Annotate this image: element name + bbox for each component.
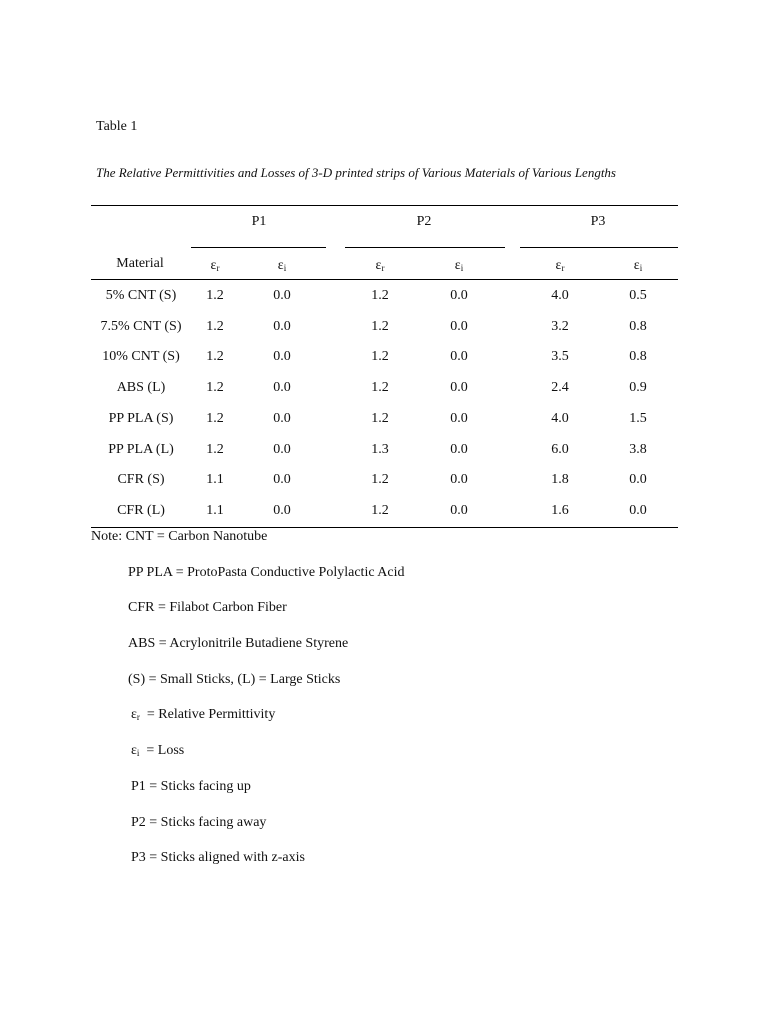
- p1-eps-r-cell: 1.1: [206, 502, 224, 518]
- subscript-r: r: [381, 263, 385, 273]
- note-eps-i: [131, 743, 184, 759]
- note-p3: P3 = Sticks aligned with z-axis: [131, 850, 305, 865]
- note-eps-r-text: = Relative Permittivity: [143, 707, 276, 722]
- p2-eps-i-cell: 0.0: [450, 502, 468, 518]
- p3-eps-r-cell: 4.0: [551, 288, 569, 303]
- group-rule-p3: [520, 247, 678, 248]
- note-p1: P1 = Sticks facing up: [131, 779, 251, 794]
- p3-eps-r-cell: 1.6: [551, 502, 569, 518]
- epsilon-symbol: ε: [277, 258, 284, 273]
- p2-eps-i-cell: 0.0: [450, 441, 468, 457]
- p3-eps-r-cell: 3.2: [551, 318, 569, 334]
- p1-eps-r-cell: 1.2: [206, 349, 224, 365]
- note-eps-i-text: = Loss: [142, 743, 185, 758]
- p1-eps-i-cell: 0.0: [273, 349, 291, 365]
- p1-eps-r-cell: 1.2: [206, 288, 224, 303]
- p2-eps-i-cell: 0.0: [450, 288, 468, 303]
- p3-eps-r-cell: 2.4: [551, 380, 569, 396]
- table-label: Table 1: [96, 119, 138, 134]
- p3-eps-i-cell: 0.0: [629, 472, 647, 488]
- p1-eps-i-cell: 0.0: [273, 472, 291, 488]
- p1-eps-i-header: [278, 258, 286, 274]
- header-bottom-rule: [91, 279, 678, 280]
- table-top-rule: [91, 205, 678, 206]
- material-cell: 7.5% CNT (S): [100, 318, 182, 334]
- p1-eps-r-cell: 1.2: [206, 380, 224, 396]
- epsilon-symbol: ε: [555, 258, 562, 273]
- group-header-p1: P1: [251, 214, 267, 229]
- note-eps-r: [131, 707, 275, 723]
- material-cell: PP PLA (L): [108, 441, 174, 457]
- group-header-p3: P3: [590, 214, 606, 229]
- p2-eps-r-cell: 1.2: [371, 472, 389, 488]
- p2-eps-r-header: [376, 258, 385, 274]
- p3-eps-i-cell: 0.9: [629, 380, 647, 396]
- p1-eps-i-cell: 0.0: [273, 288, 291, 303]
- material-cell: 10% CNT (S): [102, 349, 180, 365]
- p1-eps-i-cell: 0.0: [273, 441, 291, 457]
- p3-eps-i-cell: 0.8: [629, 349, 647, 365]
- p3-eps-r-cell: 6.0: [551, 441, 569, 457]
- p2-eps-i-header: [455, 258, 463, 274]
- p2-eps-i-cell: 0.0: [450, 318, 468, 334]
- epsilon-symbol: ε: [131, 743, 137, 758]
- epsilon-symbol: ε: [454, 258, 461, 273]
- epsilon-symbol: ε: [131, 707, 137, 722]
- group-header-p2: P2: [416, 214, 432, 229]
- p3-eps-r-cell: 3.5: [551, 349, 569, 365]
- note-p2: P2 = Sticks facing away: [131, 815, 267, 830]
- p2-eps-r-cell: 1.2: [371, 410, 389, 426]
- p2-eps-i-cell: 0.0: [450, 349, 468, 365]
- note-pp-pla: PP PLA = ProtoPasta Conductive Polylactic Acid: [128, 565, 405, 580]
- p2-eps-r-cell: 1.2: [371, 502, 389, 518]
- epsilon-symbol: ε: [375, 258, 382, 273]
- p2-eps-i-cell: 0.0: [450, 472, 468, 488]
- epsilon-symbol: ε: [633, 258, 640, 273]
- p2-eps-r-cell: 1.2: [371, 349, 389, 365]
- subscript-r: r: [136, 712, 140, 722]
- note-cfr: CFR = Filabot Carbon Fiber: [128, 600, 287, 615]
- note-abs: ABS = Acrylonitrile Butadiene Styrene: [128, 636, 349, 651]
- subscript-r: r: [561, 263, 565, 273]
- p3-eps-i-cell: 0.8: [629, 318, 647, 334]
- material-cell: ABS (L): [116, 380, 166, 396]
- subscript-i: i: [639, 263, 643, 273]
- p3-eps-i-cell: 0.0: [629, 502, 647, 518]
- subscript-i: i: [136, 748, 140, 758]
- group-rule-p1: [191, 247, 326, 248]
- p3-eps-i-header: [634, 258, 642, 274]
- material-cell: PP PLA (S): [108, 410, 174, 426]
- p1-eps-r-header: [211, 258, 220, 274]
- note-cnt: Note: CNT = Carbon Nanotube: [91, 529, 268, 544]
- p2-eps-r-cell: 1.2: [371, 380, 389, 396]
- material-cell: 5% CNT (S): [105, 288, 177, 303]
- p1-eps-i-cell: 0.0: [273, 318, 291, 334]
- p1-eps-r-cell: 1.1: [206, 472, 224, 488]
- table-bottom-rule: [91, 527, 678, 528]
- p1-eps-i-cell: 0.0: [273, 502, 291, 518]
- p3-eps-i-cell: 0.5: [629, 288, 647, 303]
- p2-eps-i-cell: 0.0: [450, 380, 468, 396]
- material-column-header: Material: [116, 256, 164, 271]
- p1-eps-r-cell: 1.2: [206, 318, 224, 334]
- p2-eps-r-cell: 1.2: [371, 318, 389, 334]
- epsilon-symbol: ε: [210, 258, 217, 273]
- p3-eps-r-cell: 1.8: [551, 472, 569, 488]
- p1-eps-r-cell: 1.2: [206, 410, 224, 426]
- p2-eps-r-cell: 1.3: [371, 441, 389, 457]
- subscript-r: r: [216, 263, 220, 273]
- p1-eps-i-cell: 0.0: [273, 380, 291, 396]
- p3-eps-r-header: [556, 258, 565, 274]
- material-cell: CFR (L): [117, 502, 165, 518]
- p1-eps-r-cell: 1.2: [206, 441, 224, 457]
- p3-eps-i-cell: 3.8: [629, 441, 647, 457]
- p2-eps-i-cell: 0.0: [450, 410, 468, 426]
- p3-eps-r-cell: 4.0: [551, 410, 569, 426]
- table-caption: The Relative Permittivities and Losses of 3-D printed strips of Various Materials of Various Lengths: [96, 165, 616, 180]
- material-cell: CFR (S): [117, 472, 165, 488]
- p1-eps-i-cell: 0.0: [273, 410, 291, 426]
- group-rule-p2: [345, 247, 505, 248]
- note-sticks: (S) = Small Sticks, (L) = Large Sticks: [128, 672, 341, 687]
- subscript-i: i: [283, 263, 287, 273]
- subscript-i: i: [460, 263, 464, 273]
- p3-eps-i-cell: 1.5: [629, 410, 647, 426]
- p2-eps-r-cell: 1.2: [371, 288, 389, 303]
